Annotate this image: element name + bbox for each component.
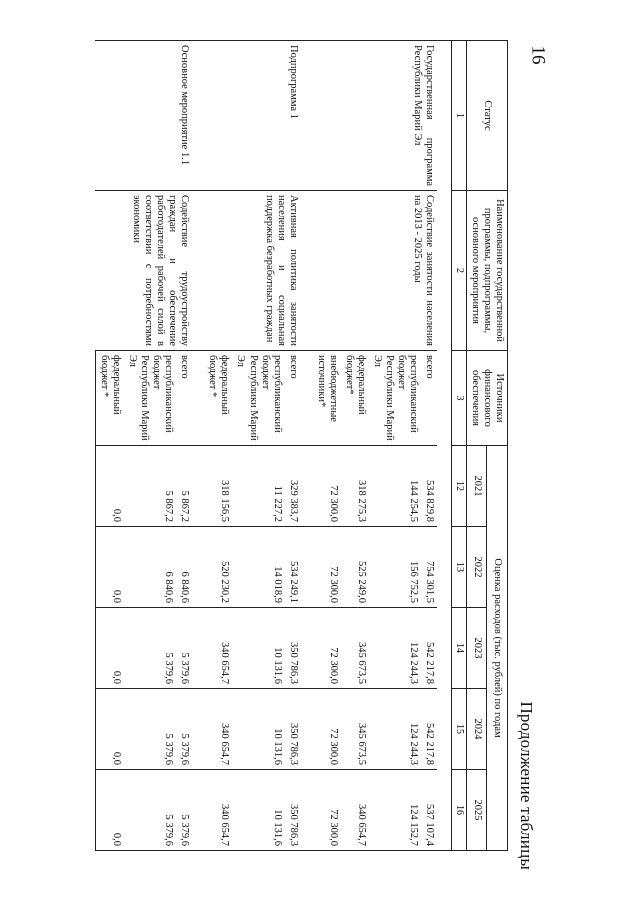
column-number: 14 (452, 608, 467, 689)
row-status: Основное мероприятие 1.1 (95, 41, 204, 191)
cell-value: 0,0 (95, 527, 124, 608)
cell-value: 72 300,0 (313, 608, 341, 689)
cell-value: 340 654,7 (204, 689, 232, 770)
row-source: федеральный бюджет * (204, 351, 232, 446)
row-status: Подпрограмма 1 (204, 41, 312, 191)
cell-value: 124 244,3 (369, 608, 421, 689)
row-name: Содействие трудоустройству граждан и обеспечение работодателей рабочей силой в соответствии с потребностями экономики (95, 191, 204, 351)
row-source: всего (176, 351, 204, 446)
cell-value: 124 244,3 (369, 689, 421, 770)
cell-value: 144 254,5 (369, 446, 421, 527)
cell-value: 5 379,6 (124, 608, 176, 689)
cell-value: 10 131,6 (232, 689, 284, 770)
cell-value: 340 654,7 (341, 770, 369, 851)
cell-value: 754 301,5 (421, 527, 437, 608)
cell-value: 345 673,5 (341, 689, 369, 770)
cell-value: 5 867,2 (176, 446, 204, 527)
cell-value: 6 840,6 (176, 527, 204, 608)
row-name: Содействие занятости населения на 2013 - 2025 годы (313, 191, 438, 351)
cell-value: 0,0 (95, 446, 124, 527)
column-number: 12 (452, 446, 467, 527)
continuation-title: Продолжение таблицы (517, 701, 536, 870)
header-year: 2021 (466, 446, 487, 527)
cell-value: 534 829,8 (421, 446, 437, 527)
cell-value: 5 379,6 (176, 608, 204, 689)
header-name: Наименование государственной программы, подпрограммы, основного мероприятия (466, 191, 507, 351)
cell-value: 5 379,6 (176, 689, 204, 770)
cell-value: 520 230,2 (204, 527, 232, 608)
header-year: 2024 (466, 689, 487, 770)
row-source: республиканский бюджет Республики Марий Эл (369, 351, 421, 446)
page-number: 16 (527, 45, 549, 65)
cell-value: 72 300,0 (313, 770, 341, 851)
table-header (452, 41, 508, 851)
cell-value: 5 379,6 (124, 770, 176, 851)
rotated-page-content (40, 40, 590, 870)
header-year: 2025 (466, 770, 487, 851)
cell-value: 6 840,6 (124, 527, 176, 608)
cell-value: 340 654,7 (204, 770, 232, 851)
cell-value: 345 673,5 (341, 608, 369, 689)
column-number: 2 (452, 191, 467, 351)
header-year: 2022 (466, 527, 487, 608)
cell-value: 525 249,0 (341, 527, 369, 608)
column-number: 13 (452, 527, 467, 608)
cell-value: 329 383,7 (285, 446, 313, 527)
column-number: 3 (452, 351, 467, 446)
cell-value: 72 300,0 (313, 446, 341, 527)
table-row (285, 41, 313, 851)
row-source: республиканский бюджет Республики Марий Эл (232, 351, 284, 446)
cell-value: 11 227,2 (232, 446, 284, 527)
column-number: 1 (452, 41, 467, 191)
row-source: республиканский бюджет Республики Марий Эл (124, 351, 176, 446)
cell-value: 542 217,8 (421, 608, 437, 689)
cell-value: 14 018,9 (232, 527, 284, 608)
row-name: Активная политика занятости населения и социальная поддержка безработных граждан (204, 191, 312, 351)
cell-value: 340 654,7 (204, 608, 232, 689)
cell-value: 5 379,6 (124, 689, 176, 770)
cell-value: 10 131,6 (232, 608, 284, 689)
row-source: федеральный бюджет* (341, 351, 369, 446)
header-estimate: Оценка расходов (тыс. рублей) по годам (487, 446, 508, 851)
cell-value: 350 786,3 (285, 608, 313, 689)
cell-value: 5 379,6 (176, 770, 204, 851)
header-year: 2023 (466, 608, 487, 689)
cell-value: 72 300,0 (313, 689, 341, 770)
cell-value: 0,0 (95, 608, 124, 689)
header-source: Источники финансового обеспечения (466, 351, 507, 446)
row-source: всего (285, 351, 313, 446)
column-number: 15 (452, 689, 467, 770)
table-body (95, 41, 451, 851)
cell-value: 537 107,4 (421, 770, 437, 851)
cell-value: 72 300,0 (313, 527, 341, 608)
cell-value: 350 786,3 (285, 689, 313, 770)
row-status: Государственная программа Республики Марий Эл (313, 41, 438, 191)
cell-value: 10 131,6 (232, 770, 284, 851)
budget-table (95, 40, 508, 851)
row-source: внебюджетные источники* (313, 351, 341, 446)
row-source: федеральный бюджет * (95, 351, 124, 446)
cell-value: 156 752,5 (369, 527, 421, 608)
row-source: всего (421, 351, 437, 446)
cell-value: 542 217,8 (421, 689, 437, 770)
cell-value: 318 156,5 (204, 446, 232, 527)
header-status: Статус (466, 41, 507, 191)
cell-value: 0,0 (95, 689, 124, 770)
cell-value: 350 786,3 (285, 770, 313, 851)
cell-value: 534 249,1 (285, 527, 313, 608)
cell-value: 5 867,2 (124, 446, 176, 527)
table-row (176, 41, 204, 851)
cell-value: 124 152,7 (369, 770, 421, 851)
cell-value: 0,0 (95, 770, 124, 851)
table-row (421, 41, 437, 851)
cell-value: 318 275,3 (341, 446, 369, 527)
column-number: 16 (452, 770, 467, 851)
